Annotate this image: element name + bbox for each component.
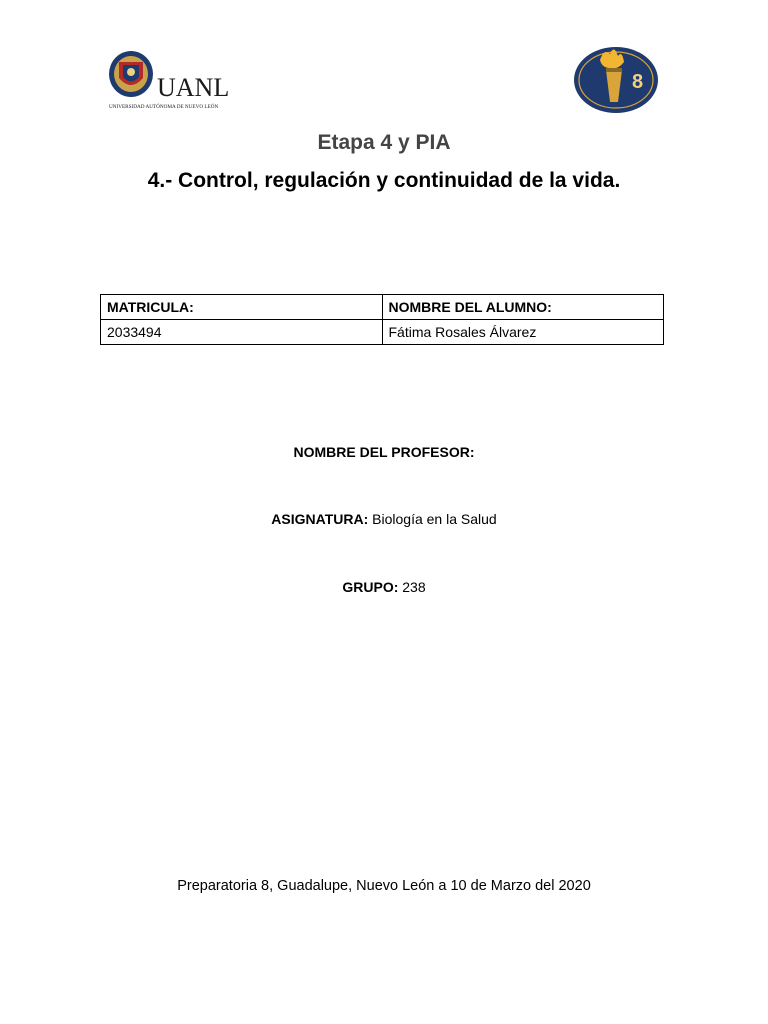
document-title: Etapa 4 y PIA <box>317 131 451 154</box>
asignatura-label: ASIGNATURA: <box>271 511 369 527</box>
table-row <box>101 320 664 345</box>
student-info-table <box>100 294 664 345</box>
nombre-alumno-value: Fátima Rosales Álvarez <box>382 320 664 345</box>
preparatoria-8-logo <box>570 42 662 114</box>
grupo-value: 238 <box>402 579 426 595</box>
prepa-number: 8 <box>632 71 644 93</box>
matricula-value: 2033494 <box>101 320 383 345</box>
uanl-logo <box>107 50 235 112</box>
uanl-caption: UNIVERSIDAD AUTÓNOMA DE NUEVO LEÓN <box>109 104 219 110</box>
uanl-wordmark: UANL <box>157 73 230 102</box>
footer-place-date: Preparatoria 8, Guadalupe, Nuevo León a 10 de Marzo del 2020 <box>177 878 591 894</box>
matricula-header: MATRICULA: <box>101 295 383 320</box>
profesor-line <box>0 444 768 460</box>
profesor-label: NOMBRE DEL PROFESOR: <box>293 444 475 460</box>
preparatoria-8-torch-icon <box>570 42 662 114</box>
grupo-line <box>0 579 768 595</box>
table-header-row <box>101 295 664 320</box>
document-subtitle: 4.- Control, regulación y continuidad de la vida. <box>147 169 621 192</box>
asignatura-value: Biología en la Salud <box>372 511 497 527</box>
nombre-alumno-header: NOMBRE DEL ALUMNO: <box>382 295 664 320</box>
grupo-label: GRUPO: <box>342 579 399 595</box>
asignatura-line <box>0 511 768 527</box>
uanl-crest-icon <box>109 51 153 97</box>
